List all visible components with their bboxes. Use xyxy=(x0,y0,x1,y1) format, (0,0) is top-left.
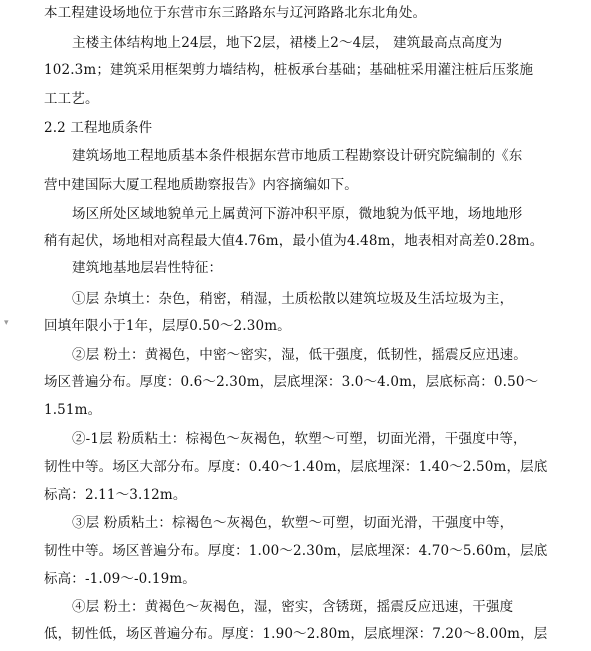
paragraph-line: 场区所处区域地貌单元上属黄河下游冲积平原，微地貌为低平地，场地地形 xyxy=(72,206,523,222)
paragraph-line: ③层 粉质粘土：棕褐色～灰褐色，软塑～可塑，切面光滑，干强度中等， xyxy=(72,515,514,531)
paragraph-line: 场区普遍分布。厚度：0.6～2.30m，层底埋深：3.0～4.0m，层底标高：0.50～ xyxy=(44,374,539,390)
paragraph-line: 本工程建设场地位于东营市东三路路东与辽河路路北东北角处。 xyxy=(44,5,427,21)
paragraph-line: 韧性中等。场区普遍分布。厚度：1.00～2.30m，层底埋深：4.70～5.60m，层底 xyxy=(44,543,548,559)
paragraph-line: ②-1层 粉质粘土：棕褐色～灰褐色，软塑～可塑，切面光滑，干强度中等， xyxy=(72,431,527,447)
paragraph-line: 建筑地基地层岩性特征： xyxy=(72,260,223,276)
paragraph-line: 稍有起伏，场地相对高程最大值4.76m，最小值为4.48m，地表相对高差0.28m。 xyxy=(44,233,544,249)
paragraph-line: 标高：2.11～3.12m。 xyxy=(44,487,187,503)
section-heading: 2.2 工程地质条件 xyxy=(44,120,153,136)
paragraph-line: 工工艺。 xyxy=(44,91,99,107)
paragraph-line: 标高：-1.09～-0.19m。 xyxy=(44,571,196,587)
paragraph-line: 建筑场地工程地质基本条件根据东营市地质工程勘察设计研究院编制的《东 xyxy=(72,148,523,164)
paragraph-line: 低，韧性低，场区普遍分布。厚度：1.90～2.80m，层底埋深：7.20～8.00m，层 xyxy=(44,626,548,642)
margin-marker-icon: ▾ xyxy=(4,318,9,328)
paragraph-line: 102.3m；建筑采用框架剪力墙结构，桩板承台基础；基础桩采用灌注桩后压浆施 xyxy=(44,62,534,78)
paragraph-line: ②层 粉土：黄褐色，中密～密实，湿，低干强度，低韧性，摇震反应迅速。 xyxy=(72,347,527,363)
paragraph-line: 主楼主体结构地上24层，地下2层，裙楼上2～4层， 建筑最高点高度为 xyxy=(72,35,503,51)
paragraph-line: 回填年限小于1年，层厚0.50～2.30m。 xyxy=(44,318,291,334)
paragraph-line: 1.51m。 xyxy=(44,402,102,418)
paragraph-line: ①层 杂填土：杂色，稍密，稍湿，土质松散以建筑垃圾及生活垃圾为主， xyxy=(72,291,514,307)
paragraph-line: ④层 粉土：黄褐色～灰褐色，湿，密实，含锈斑，摇震反应迅速，干强度 xyxy=(72,599,514,615)
paragraph-line: 营中建国际大厦工程地质勘察报告》内容摘编如下。 xyxy=(44,177,358,193)
paragraph-line: 韧性中等。场区大部分布。厚度：0.40～1.40m，层底埋深：1.40～2.50m，层底 xyxy=(44,459,548,475)
